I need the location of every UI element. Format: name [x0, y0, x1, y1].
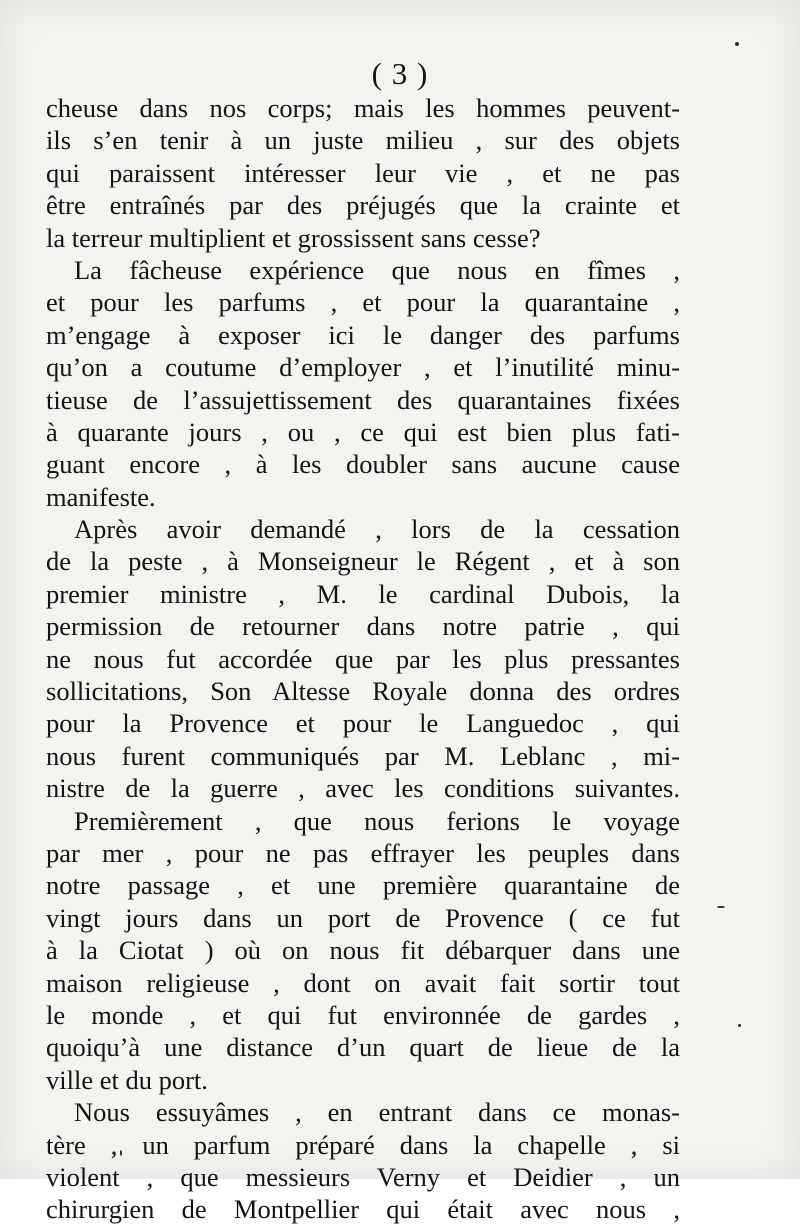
page-number: ( 3 ): [371, 56, 429, 91]
text-line: premier ministre , M. le cardinal Dubois, la: [46, 578, 680, 609]
text-line: La fâcheuse expérience que nous en fîmes ,: [74, 254, 680, 285]
text-line: cheuse dans nos corps; mais les hommes peuvent-: [46, 93, 680, 123]
body-text: [46, 92, 680, 1226]
text-line: à quarante jours , ou , ce qui est bien plus fati-: [46, 416, 680, 447]
text-line: être entraînés par des préjugés que la crainte et: [46, 190, 680, 221]
text-line: le monde , et qui fut environnée de gardes ,: [46, 999, 680, 1030]
text-line: permission de retourner dans notre patrie , qui: [46, 611, 680, 642]
text-line: guant encore , à les doubler sans aucune cause: [46, 449, 680, 480]
text-line: maison religieuse , dont on avait fait sortir tout: [46, 967, 680, 998]
text-line: la terreur multiplient et grossissent sans cesse?: [46, 222, 541, 253]
text-line: Premièrement , que nous ferions le voyage: [74, 805, 680, 836]
text-line: tère , un parfum préparé dans la chapelle , si: [46, 1129, 680, 1160]
text-line: Après avoir demandé , lors de la cessation: [74, 514, 680, 545]
text-line: de la peste , à Monseigneur le Régent , et à son: [46, 546, 680, 577]
text-line: pour la Provence et pour le Languedoc , qui: [46, 708, 680, 739]
text-line: notre passage , et une première quarantaine de: [46, 870, 680, 901]
text-line: et pour les parfums , et pour la quarantaine ,: [46, 287, 680, 318]
text-line: chirurgien de Montpellier qui était avec nous ,: [46, 1194, 680, 1225]
text-line: ne nous fut accordée que par les plus pressantes: [46, 643, 680, 674]
text-line: nistre de la guerre , avec les conditions suivantes.: [46, 773, 680, 804]
text-line: ils s’en tenir à un juste milieu , sur des objets: [46, 125, 680, 156]
text-line: par mer , pour ne pas effrayer les peuples dans: [46, 837, 680, 868]
text-line: violent , que messieurs Verny et Deidier , un: [46, 1161, 680, 1192]
text-line: m’engage à exposer ici le danger des parfums: [46, 319, 680, 350]
text-line: quoiqu’à une distance d’un quart de lieue de la: [46, 1032, 680, 1063]
text-line: vingt jours dans un port de Provence ( ce fut: [46, 902, 680, 933]
text-line: qu’on a coutume d’employer , et l’inutilité minu-: [46, 352, 680, 383]
text-line: Nous essuyâmes , en entrant dans ce monas-: [74, 1097, 680, 1128]
text-line: à la Ciotat ) où on nous fit débarquer dans une: [46, 935, 680, 966]
text-line: ville et du port.: [46, 1064, 208, 1095]
text-line: nous furent communiqués par M. Leblanc , mi-: [46, 740, 680, 771]
text-line: tieuse de l’assujettissement des quarantaines fixées: [46, 384, 680, 415]
text-line: manifeste.: [46, 481, 156, 512]
text-line: qui paraissent intéresser leur vie , et ne pas: [46, 157, 680, 188]
text-line: sollicitations, Son Altesse Royale donna des ordres: [46, 676, 680, 707]
